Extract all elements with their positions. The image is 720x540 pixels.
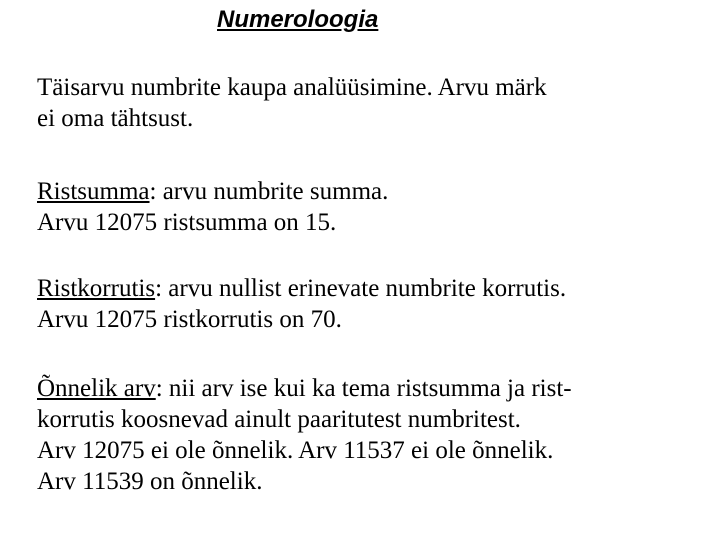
onnelik-paragraph — [37, 373, 572, 497]
page-title: Numeroloogia — [217, 6, 379, 33]
onnelik-definition: : nii arv ise kui ka tema ristsumma ja rist- — [155, 375, 572, 402]
ristsumma-example: Arvu 12075 ristsumma on 15. — [37, 209, 337, 236]
onnelik-term: Õnnelik arv — [37, 375, 156, 402]
intro-line-2: ei oma tähtsust. — [37, 105, 194, 132]
onnelik-example-1: Arv 12075 ei ole õnnelik. Arv 11537 ei ole õnnelik. — [37, 437, 554, 464]
ristsumma-definition-line — [37, 176, 388, 207]
ristkorrutis-definition-line — [37, 273, 566, 304]
onnelik-example-2: Arv 11539 on õnnelik. — [37, 468, 263, 495]
onnelik-definition-line — [37, 373, 572, 404]
ristkorrutis-term: Ristkorrutis — [37, 275, 156, 302]
ristsumma-paragraph — [37, 176, 388, 238]
ristsumma-term: Ristsumma — [37, 178, 150, 205]
intro-line-1: Täisarvu numbrite kaupa analüüsimine. Arvu märk — [37, 74, 547, 101]
onnelik-definition-cont: korrutis koosnevad ainult paaritutest numbritest. — [37, 406, 521, 433]
ristkorrutis-definition: : arvu nullist erinevate numbrite korrutis. — [155, 275, 567, 302]
ristsumma-definition: : arvu numbrite summa. — [149, 178, 389, 205]
ristkorrutis-example: Arvu 12075 ristkorrutis on 70. — [37, 306, 342, 333]
ristkorrutis-paragraph — [37, 273, 566, 335]
intro-paragraph — [37, 72, 547, 134]
